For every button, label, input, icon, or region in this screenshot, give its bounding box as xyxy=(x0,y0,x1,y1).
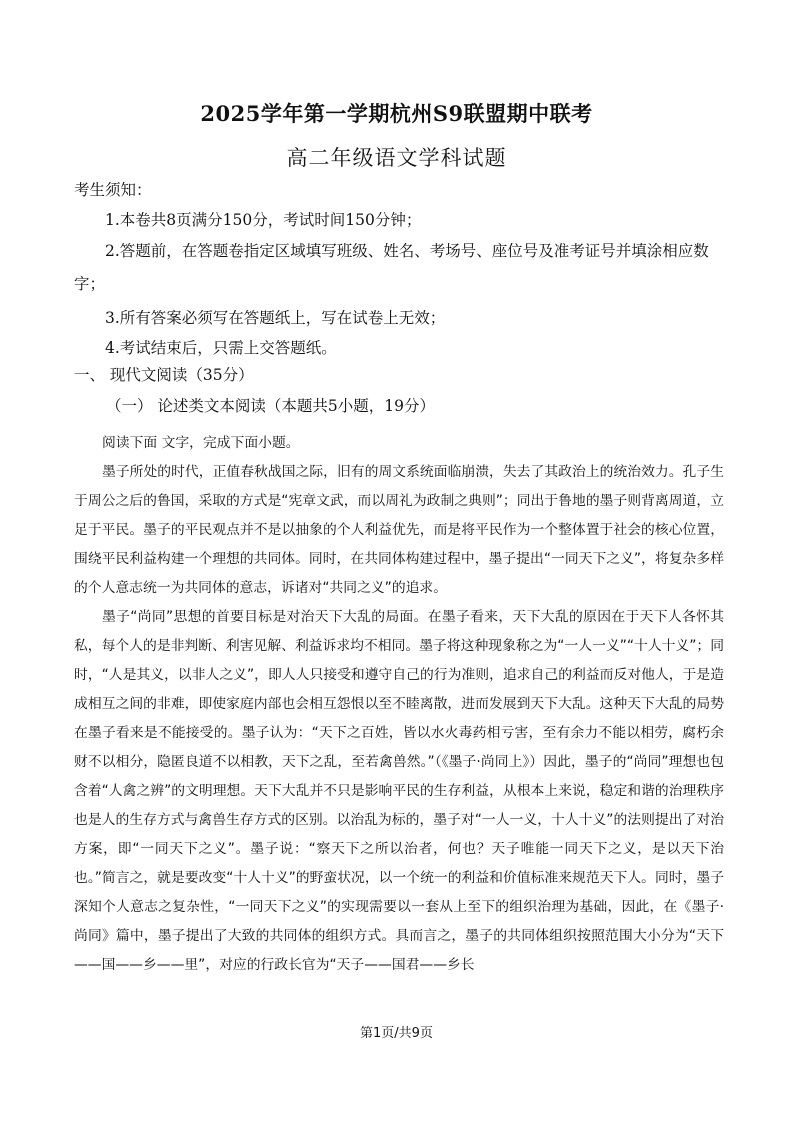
notice-item-3: 3.所有答案必须写在答题纸上，写在试卷上无效； xyxy=(105,309,446,327)
reading-instruction: 阅读下面 文字，完成下面小题。 xyxy=(102,435,300,451)
passage-paragraph-2: 墨子“尚同”思想的首要目标是对治天下大乱的局面。在墨子看来，天下大乱的原因在于天下人各怀其私，每个人的是非判断、利害见解、利益诉求均不相同。墨子将这种现象称之为“一人一义”“十人十义”；同时，“人是其义，以非人之义”，即人人只接受和遵守自己的行为准则，追求自己的利益而反对他人，于是造成相互之间的非难，即使家庭内部也会相互怨恨以至不睦离散，进而发展到天下大乱。这种天下大乱的局势在墨子看来是不能接受的。墨子认为：“天下之百姓，皆以水火毒药相亏害，至有余力不能以相劳，腐朽余财不以相分，隐匿良道不以相教，天下之乱，至若禽兽然。”（《墨子·尚同上》）因此，墨子的“尚同”理想也包含着“人禽之辨”的文明理想。天下大乱并不只是影响平民的生存利益，从根本上来说，稳定和谐的治理秩序也是人的生存方式与禽兽生存方式的区别。以治乱为标的，墨子对“一人一义，十人十义”的法则提出了对治方案，即“一同天下之义”。墨子说：“察天下之所以治者，何也？天子唯能一同天下之义，是以天下治也。”简言之，就是要改变“十人十义”的野蛮状况，以一个统一的利益和价值标准来规范天下人。同时，墨子深知个人意志之复杂性，“一同天下之义”的实现需要以一套从上至下的组织治理为基础，因此，在《墨子·尚同》篇中，墨子提出了大致的共同体的组织方式。具而言之，墨子的共同体组织按照范围大小分为“天下——国——乡——里”，对应的行政长官为“天子——国君——乡长 xyxy=(74,609,724,973)
subsection-heading: （一） 论述类文本阅读（本题共5小题，19分） xyxy=(106,397,436,415)
passage-paragraph-1: 墨子所处的时代，正值春秋战国之际，旧有的周文系统面临崩溃，失去了其政治上的统治效力。孔子生于周公之后的鲁国，采取的方式是“宪章文武，而以周礼为政制之典则”；同出于鲁地的墨子则背离周道，立足于平民。墨子的平民观点并不是以抽象的个人利益优先，而是将平民作为一个整体置于社会的核心位置，围绕平民利益构建一个理想的共同体。同时，在共同体构建过程中，墨子提出“一同天下之义”，将复杂多样的个人意志统一为共同体的意志，诉诸对“共同之义”的追求。 xyxy=(74,464,724,596)
exam-subtitle: 高二年级语文学科试题 xyxy=(286,146,507,170)
notice-item-2: 2.答题前，在答题卷指定区域填写班级、姓名、考场号、座位号及准考证号并填涂相应数字； xyxy=(74,242,709,293)
notice-heading: 考生须知： xyxy=(74,181,152,199)
notice-item-1: 1.本卷共8页满分150分，考试时间150分钟； xyxy=(105,211,422,229)
reading-passage xyxy=(74,429,724,980)
section-heading: 一、 现代文阅读（35分） xyxy=(74,366,254,384)
candidate-notice xyxy=(74,175,734,363)
exam-title: 2025学年第一学期杭州S9联盟期中联考 xyxy=(200,101,593,126)
page-number: 第1页/共9页 xyxy=(360,1026,433,1041)
notice-item-4: 4.考试结束后，只需上交答题纸。 xyxy=(105,339,337,357)
